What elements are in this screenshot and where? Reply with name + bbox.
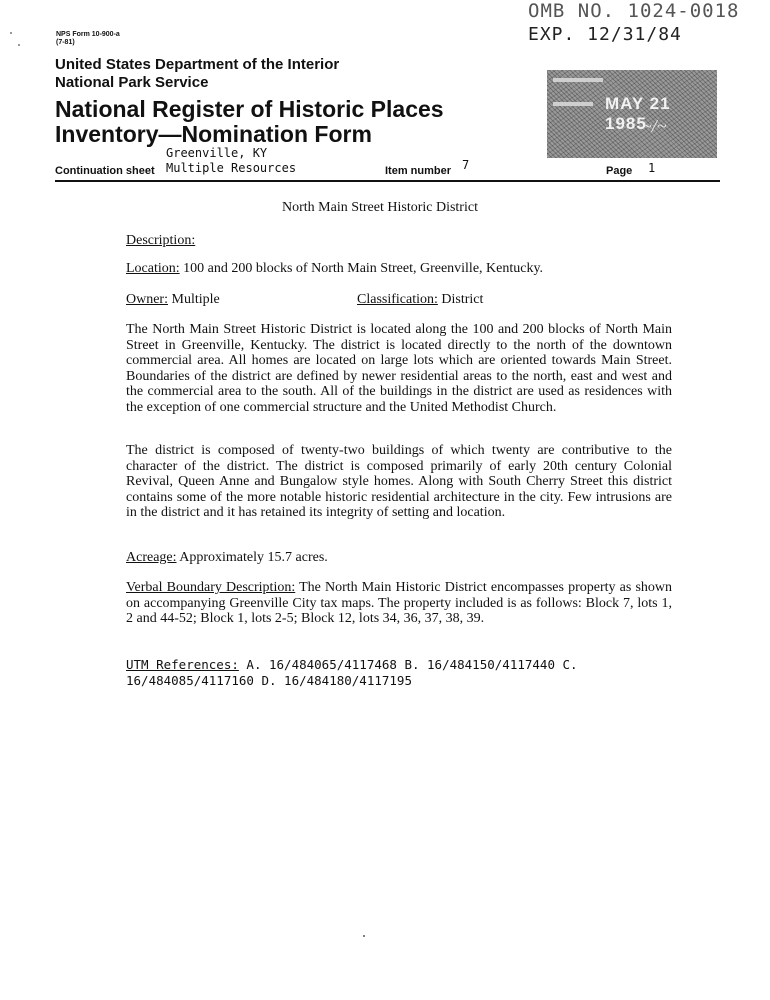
item-number-value: 7 — [462, 158, 470, 172]
location-label: Location: — [126, 261, 180, 276]
department-name: United States Department of the Interior — [55, 56, 340, 73]
classification-line — [357, 292, 483, 308]
classification-label: Classification: — [357, 292, 438, 307]
boundary-description — [126, 580, 672, 627]
owner-value: Multiple — [168, 292, 220, 307]
page-number: 1 — [648, 161, 656, 175]
boundary-label: Verbal Boundary Description: — [126, 580, 296, 595]
location-line — [126, 261, 543, 277]
utm-value: A. 16/484065/4117468 B. 16/484150/4117440 C. 16/484085/4117160 D. 16/484180/4117195 — [126, 657, 578, 688]
continuation-sheet-value: Multiple Resources — [166, 161, 297, 175]
owner-line — [126, 292, 220, 308]
form-revision-text: (7-81) — [56, 39, 75, 46]
continuation-sheet-label: Continuation sheet — [55, 165, 155, 177]
description-paragraph-1: The North Main Street Historic District is located along the 100 and 200 blocks of North Main Street in Greenville, Kentucky. The district is located directly to the north of the downtown commercial area. All homes are located on large lots which are oriented towards Main Street. Boundaries of the district are defined by newer residential areas to the north, east and west and the commercial area to the south. All of the buildings in the district are used as residences with the exception of one commercial structure and the United Methodist Church. — [126, 322, 672, 415]
utm-label: UTM References: — [126, 657, 239, 672]
page-label: Page — [606, 165, 633, 177]
location-typed: Greenville, KY — [166, 146, 268, 160]
document-title: North Main Street Historic District — [282, 200, 478, 215]
stamp-mark — [553, 102, 593, 106]
form-number — [56, 31, 120, 47]
agency-name: National Park Service — [55, 74, 209, 91]
scan-speck — [18, 44, 20, 46]
item-number-label: Item number — [385, 165, 452, 177]
owner-label: Owner: — [126, 292, 168, 307]
scan-speck — [10, 32, 12, 34]
acreage-line — [126, 550, 328, 566]
received-stamp — [547, 70, 717, 158]
classification-value: District — [437, 292, 484, 307]
omb-number: OMB NO. 1024-0018 — [528, 0, 740, 22]
acreage-label: Acreage: — [126, 550, 177, 565]
form-title-line2: Inventory—Nomination Form — [55, 121, 372, 147]
description-paragraph-2: The district is composed of twenty-two buildings of which twenty are contributive to the character of the district. The district is composed primarily of early 20th century Colonial Revival, Queen Anne and Bungalow style homes. Along with South Cherry Street this district contains some of the more notable historic residential architecture in the city. Few intrusions are in the district and it has retained its integrity of setting and location. — [126, 443, 672, 521]
stamp-date: MAY 21 1985 — [605, 94, 671, 133]
acreage-value: Approximately 15.7 acres. — [176, 550, 328, 565]
stamp-signature: ~/~ — [642, 116, 667, 136]
scan-speck — [363, 935, 365, 937]
form-number-text: NPS Form 10-900-a — [56, 31, 120, 38]
form-title-line1: National Register of Historic Places — [55, 96, 444, 122]
header-divider — [55, 180, 720, 182]
stamp-mark — [553, 78, 603, 82]
utm-references — [126, 657, 672, 689]
boundary-value: The North Main Historic District encompasses property as shown on accompanying Greenville City tax maps. The property included is as follows: Block 7, lots 1, 2 and 44-52; Block 1, lots 2-5; Block 12, lots 34, 36, 37, 38, 39. — [126, 580, 672, 627]
description-heading: Description: — [126, 233, 196, 248]
expiration-date: EXP. 12/31/84 — [528, 24, 682, 45]
location-value: 100 and 200 blocks of North Main Street, Greenville, Kentucky. — [179, 261, 544, 276]
